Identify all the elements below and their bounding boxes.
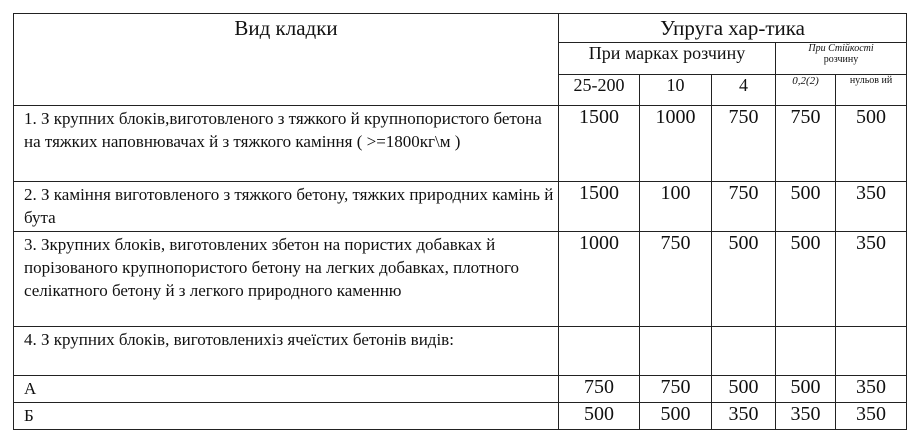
row-value: 500 xyxy=(712,376,776,403)
row-value: 350 xyxy=(836,403,907,430)
row-value: 750 xyxy=(712,182,776,232)
row-description: Б xyxy=(14,403,559,430)
row-value: 500 xyxy=(776,376,836,403)
row-value: 1500 xyxy=(559,106,640,182)
row-description: 2. З каміння виготовленого з тяжкого бетону, тяжких природних камінь й бута xyxy=(14,182,559,232)
row-value: 350 xyxy=(836,376,907,403)
row-value: 1500 xyxy=(559,182,640,232)
table-row xyxy=(14,376,907,403)
row-value xyxy=(559,327,640,376)
row-value: 500 xyxy=(559,403,640,430)
row-value: 1000 xyxy=(640,106,712,182)
row-description: А xyxy=(14,376,559,403)
row-value: 1000 xyxy=(559,232,640,327)
row-value: 100 xyxy=(640,182,712,232)
row-value: 350 xyxy=(776,403,836,430)
row-value: 350 xyxy=(836,232,907,327)
row-description: 1. З крупних блоків,виготовленого з тяжкого й крупнопористого бетона на тяжких наповнювачах й з тяжкого каміння ( >=1800кг\м ) xyxy=(14,106,559,182)
stability-header xyxy=(776,43,907,75)
col-header: 4 xyxy=(712,75,776,106)
row-description: 3. Зкрупних блоків, виготовлених збетон на пористих добавках й порізованого крупнопористого бетону на легких добавках, плотного селікатного бетону й з легкого природного каменню xyxy=(14,232,559,327)
mortar-grades-header: При марках розчину xyxy=(559,43,776,75)
row-value: 500 xyxy=(836,106,907,182)
stability-header-line1: При Стійкості xyxy=(808,43,874,54)
col-header: 0,2(2) xyxy=(776,75,836,106)
row-value xyxy=(776,327,836,376)
table-row xyxy=(14,106,907,182)
col-header: нульов ий xyxy=(836,75,907,106)
kind-header: Вид кладки xyxy=(14,14,559,106)
table-row xyxy=(14,403,907,430)
row-value: 500 xyxy=(776,182,836,232)
header-row-1 xyxy=(14,14,907,43)
row-value: 750 xyxy=(712,106,776,182)
row-value: 750 xyxy=(559,376,640,403)
row-value: 350 xyxy=(712,403,776,430)
row-value: 750 xyxy=(640,376,712,403)
row-value: 500 xyxy=(712,232,776,327)
elastic-header: Упруга хар-тика xyxy=(559,14,907,43)
table-row xyxy=(14,327,907,376)
col-header: 10 xyxy=(640,75,712,106)
row-value: 750 xyxy=(640,232,712,327)
row-value xyxy=(640,327,712,376)
row-value xyxy=(712,327,776,376)
row-value: 350 xyxy=(836,182,907,232)
row-value: 750 xyxy=(776,106,836,182)
row-description: 4. З крупних блоків, виготовленихіз ячеїстих бетонів видів: xyxy=(14,327,559,376)
table-row xyxy=(14,232,907,327)
col-header: 25-200 xyxy=(559,75,640,106)
row-value xyxy=(836,327,907,376)
elasticity-table xyxy=(13,13,907,430)
row-value: 500 xyxy=(640,403,712,430)
row-value: 500 xyxy=(776,232,836,327)
table-row xyxy=(14,182,907,232)
stability-header-line2: розчину xyxy=(823,54,859,65)
